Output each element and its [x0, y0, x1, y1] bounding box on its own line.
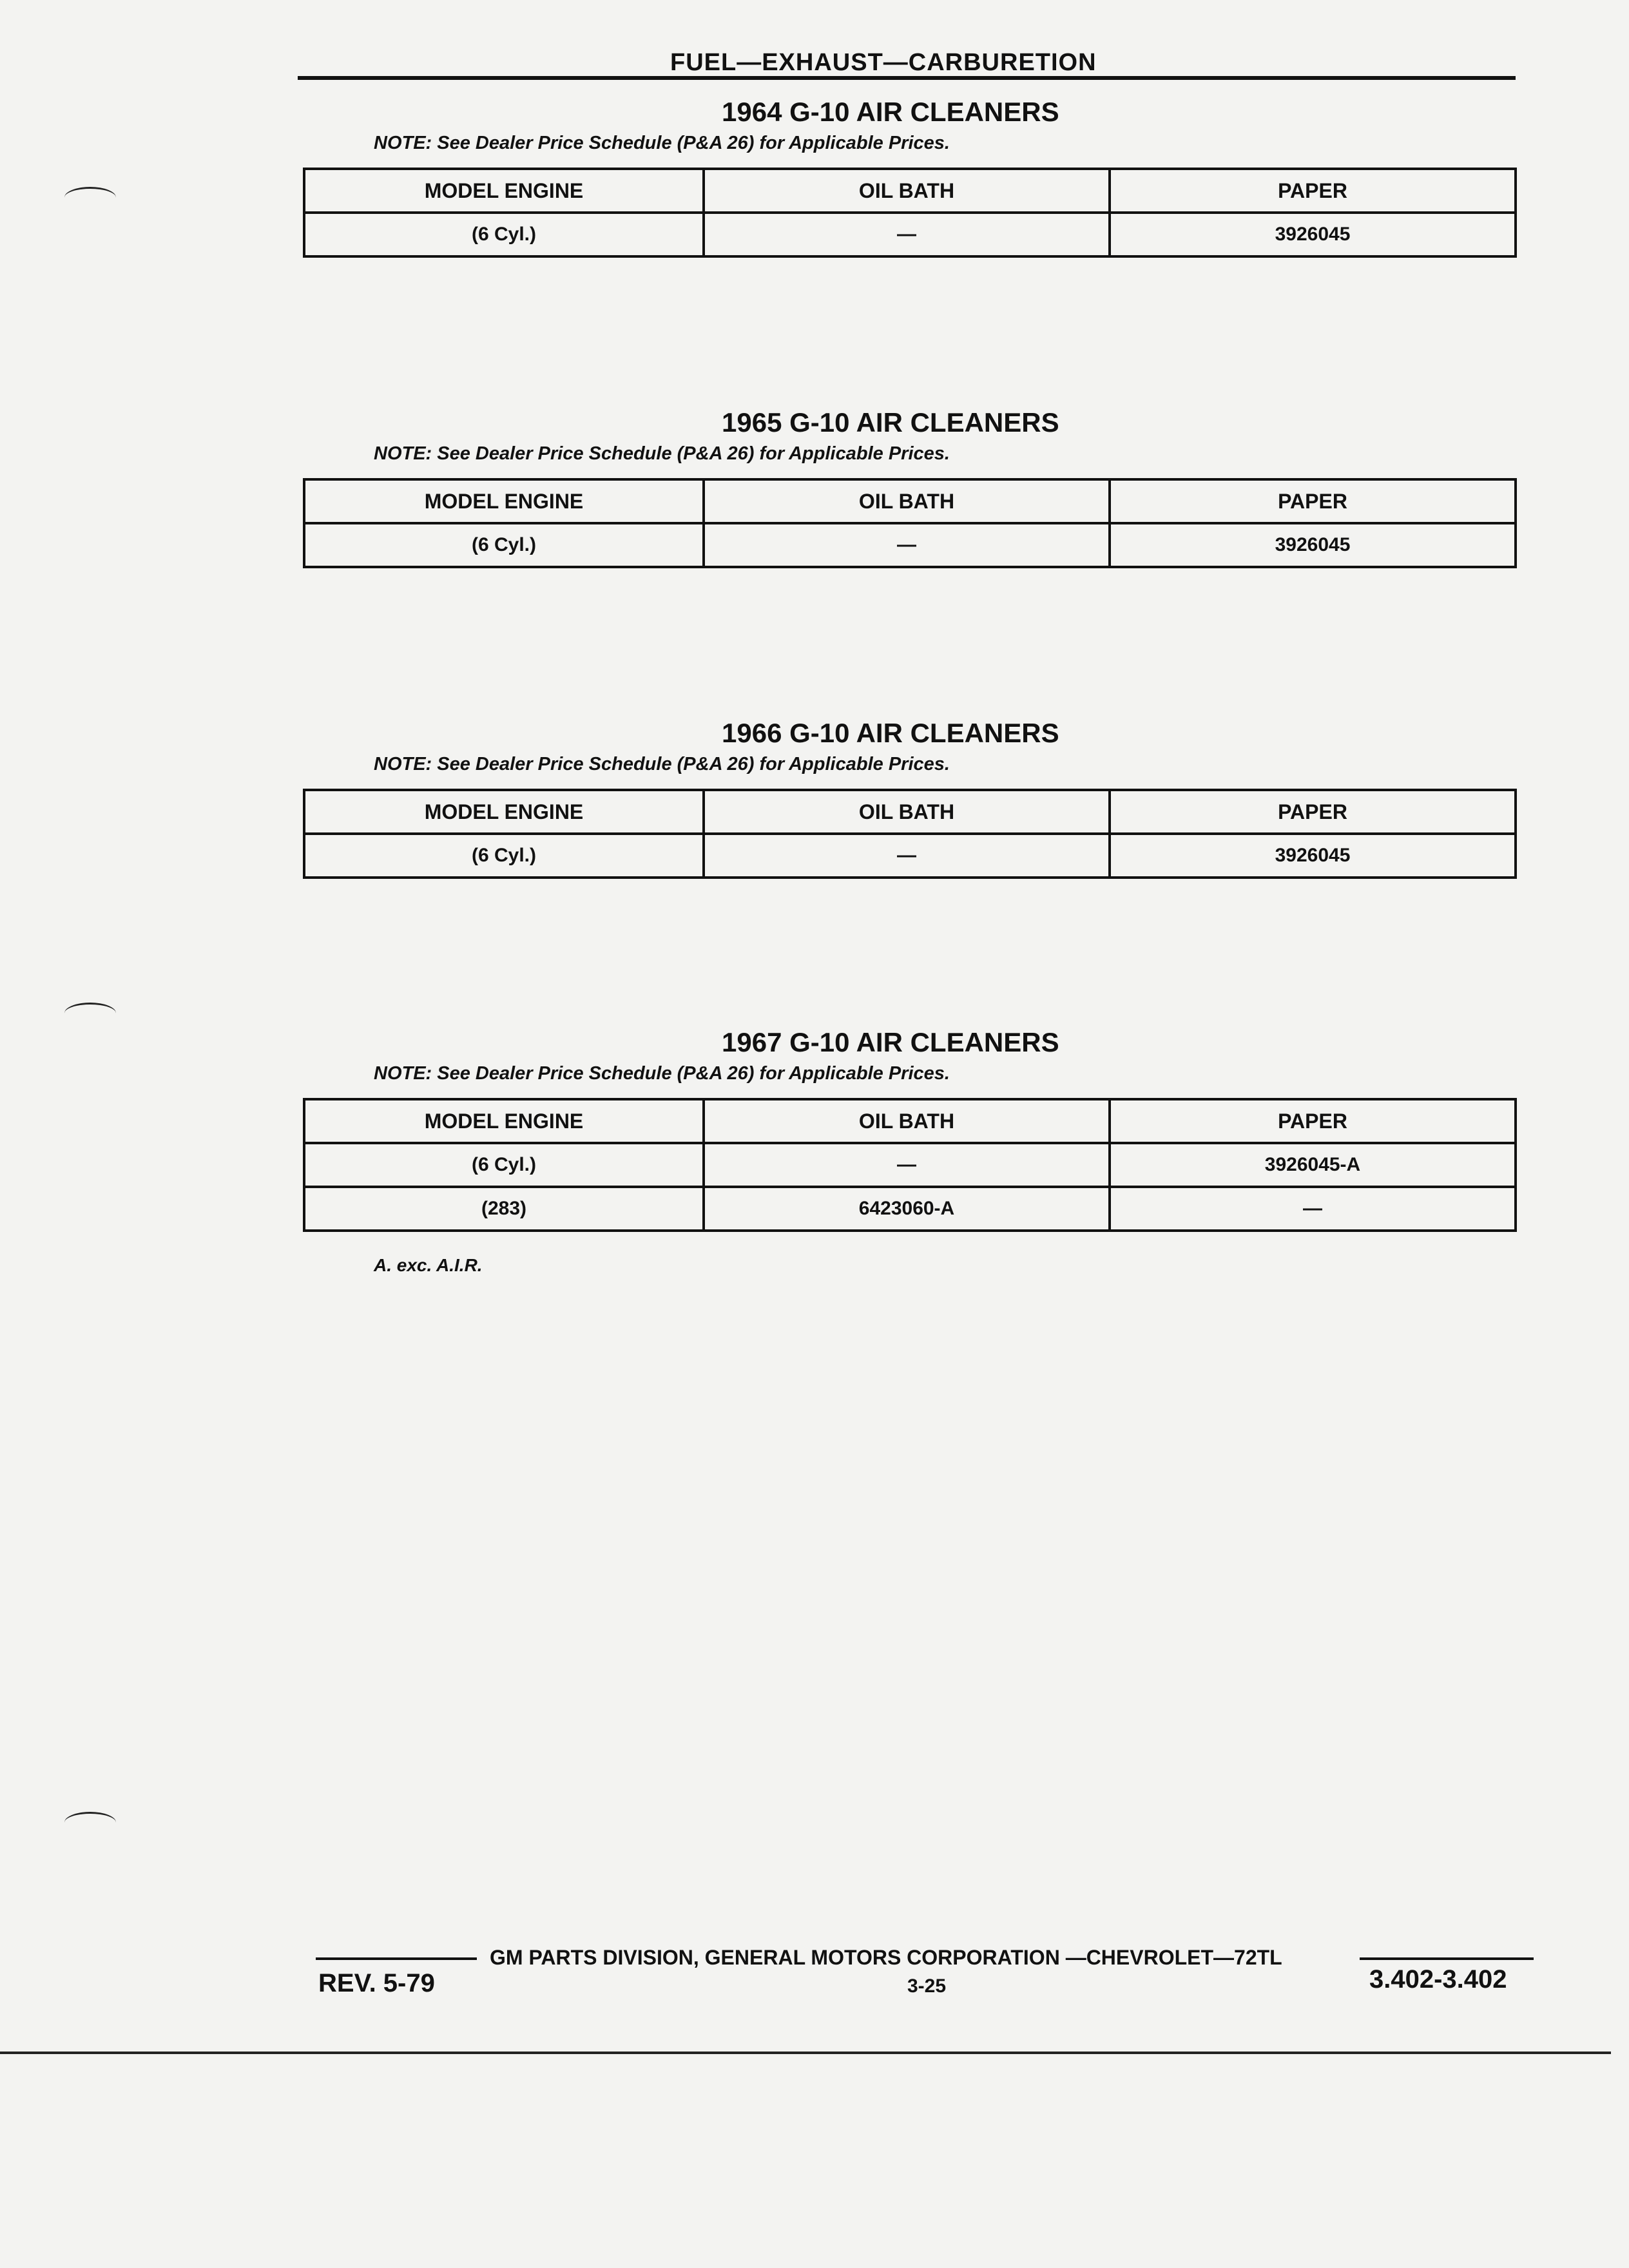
- footer-rule-right: [1360, 1957, 1534, 1960]
- column-header: OIL BATH: [704, 1099, 1110, 1143]
- column-header: OIL BATH: [704, 169, 1110, 213]
- bottom-rule: [0, 2052, 1611, 2054]
- table-header-row: [304, 1099, 1516, 1143]
- table-header-row: [304, 790, 1516, 834]
- section-note: NOTE: See Dealer Price Schedule (P&A 26) for Applicable Prices.: [374, 133, 950, 153]
- column-header: OIL BATH: [704, 790, 1110, 834]
- table-cell: 3926045-A: [1110, 1143, 1516, 1187]
- table-cell: 3926045: [1110, 213, 1516, 256]
- footer-page-number: 3-25: [907, 1975, 947, 1997]
- footer-section-number: 3.402-3.402: [1369, 1965, 1507, 1994]
- section-note: NOTE: See Dealer Price Schedule (P&A 26) for Applicable Prices.: [374, 754, 950, 774]
- column-header: MODEL ENGINE: [304, 1099, 704, 1143]
- table-footnote: A. exc. A.I.R.: [374, 1255, 483, 1275]
- table-cell: (6 Cyl.): [304, 1143, 704, 1187]
- column-header: MODEL ENGINE: [304, 169, 704, 213]
- table-cell: —: [704, 834, 1110, 878]
- table-row: [304, 1187, 1516, 1231]
- table-header-row: [304, 479, 1516, 523]
- table-cell: (283): [304, 1187, 704, 1231]
- table-cell: —: [704, 523, 1110, 567]
- parts-table: [303, 478, 1517, 568]
- table-row: [304, 213, 1516, 256]
- binder-hole-mark: [64, 1812, 116, 1833]
- section-title: 1967 G-10 AIR CLEANERS: [722, 1027, 1059, 1057]
- header-rule: [298, 76, 1516, 80]
- table-row: [304, 523, 1516, 567]
- table-row: [304, 1143, 1516, 1187]
- column-header: MODEL ENGINE: [304, 479, 704, 523]
- column-header: PAPER: [1110, 1099, 1516, 1143]
- section-title: 1964 G-10 AIR CLEANERS: [722, 97, 1059, 127]
- table-cell: —: [704, 1143, 1110, 1187]
- footer-revision: REV. 5-79: [318, 1969, 435, 1997]
- table-cell: —: [1110, 1187, 1516, 1231]
- binder-hole-mark: [64, 187, 116, 208]
- parts-table: [303, 1098, 1517, 1232]
- footer-rule-left: [316, 1957, 477, 1960]
- table-header-row: [304, 169, 1516, 213]
- table-cell: (6 Cyl.): [304, 523, 704, 567]
- column-header: MODEL ENGINE: [304, 790, 704, 834]
- table-cell: (6 Cyl.): [304, 834, 704, 878]
- column-header: PAPER: [1110, 479, 1516, 523]
- table-cell: —: [704, 213, 1110, 256]
- table-row: [304, 834, 1516, 878]
- section-note: NOTE: See Dealer Price Schedule (P&A 26) for Applicable Prices.: [374, 1063, 950, 1084]
- page-header: FUEL—EXHAUST—CARBURETION: [670, 49, 1097, 76]
- table-cell: (6 Cyl.): [304, 213, 704, 256]
- table-cell: 3926045: [1110, 523, 1516, 567]
- table-cell: 6423060-A: [704, 1187, 1110, 1231]
- column-header: PAPER: [1110, 169, 1516, 213]
- footer-publisher: GM PARTS DIVISION, GENERAL MOTORS CORPORATION —CHEVROLET—72TL: [490, 1946, 1282, 1969]
- section-note: NOTE: See Dealer Price Schedule (P&A 26) for Applicable Prices.: [374, 443, 950, 464]
- parts-table: [303, 789, 1517, 879]
- binder-hole-mark: [64, 1003, 116, 1024]
- table-cell: 3926045: [1110, 834, 1516, 878]
- section-title: 1966 G-10 AIR CLEANERS: [722, 718, 1059, 748]
- section-title: 1965 G-10 AIR CLEANERS: [722, 407, 1059, 437]
- column-header: PAPER: [1110, 790, 1516, 834]
- parts-table: [303, 168, 1517, 258]
- column-header: OIL BATH: [704, 479, 1110, 523]
